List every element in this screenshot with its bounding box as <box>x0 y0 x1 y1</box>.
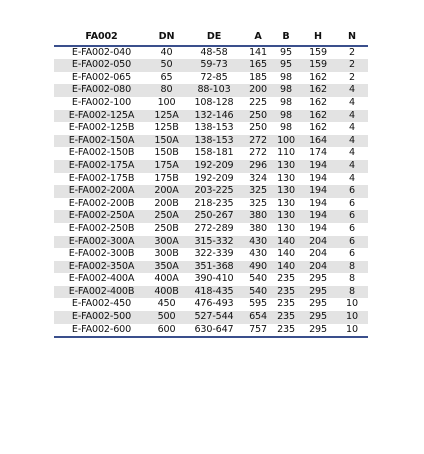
table-row <box>54 185 368 198</box>
cell-b: 98 <box>272 110 300 123</box>
cell-n: 4 <box>349 122 355 134</box>
cell-dn: 300B <box>154 248 179 260</box>
cell-h: 204 <box>300 261 336 274</box>
cell-h: 162 <box>300 84 336 97</box>
cell-a: 430 <box>249 248 267 260</box>
cell-model: E-FA002-400A <box>68 273 135 285</box>
table-row <box>54 198 368 211</box>
cell-de: 322-339 <box>194 248 234 260</box>
cell-model: E-FA002-150A <box>54 135 149 148</box>
table-row <box>54 135 368 148</box>
cell-model: E-FA002-300B <box>68 248 135 260</box>
cell-dn: 65 <box>160 71 173 83</box>
cell-n: 6 <box>336 185 368 198</box>
cell-b: 235 <box>277 298 295 310</box>
cell-de: 192-209 <box>184 160 244 173</box>
cell-dn: 125A <box>149 110 184 123</box>
cell-n: 8 <box>336 286 368 299</box>
cell-dn: 200B <box>154 197 179 209</box>
cell-n: 8 <box>336 261 368 274</box>
cell-b: 130 <box>272 210 300 223</box>
cell-b: 235 <box>277 323 295 335</box>
cell-n: 6 <box>349 222 355 234</box>
cell-b: 130 <box>277 197 295 209</box>
cell-model: E-FA002-050 <box>54 59 149 72</box>
cell-b: 130 <box>272 160 300 173</box>
cell-de: 108-128 <box>194 96 234 108</box>
cell-a: 380 <box>249 222 267 234</box>
cell-model: E-FA002-400B <box>54 286 149 299</box>
cell-dn: 300A <box>149 236 184 249</box>
cell-dn: 150B <box>154 147 179 159</box>
cell-de: 88-103 <box>184 84 244 97</box>
cell-de: 48-58 <box>200 46 228 58</box>
table-row <box>54 223 368 236</box>
cell-de: 351-368 <box>184 261 244 274</box>
cell-b: 140 <box>272 261 300 274</box>
cell-de: 132-146 <box>184 110 244 123</box>
table-row <box>54 261 368 274</box>
cell-h: 162 <box>309 71 327 83</box>
cell-a: 296 <box>244 160 272 173</box>
cell-a: 324 <box>249 172 267 184</box>
cell-h: 194 <box>309 197 327 209</box>
cell-de: 315-332 <box>184 236 244 249</box>
cell-dn: 175B <box>154 172 179 184</box>
cell-h: 194 <box>300 185 336 198</box>
cell-dn: 80 <box>149 84 184 97</box>
cell-a: 141 <box>249 46 267 58</box>
cell-a: 490 <box>244 261 272 274</box>
cell-model: E-FA002-080 <box>54 84 149 97</box>
cell-h: 204 <box>309 248 327 260</box>
cell-de: 158-181 <box>194 147 234 159</box>
table-row <box>54 298 368 311</box>
cell-n: 4 <box>336 135 368 148</box>
spec-table-container <box>54 31 368 338</box>
table-row <box>54 147 368 160</box>
cell-b: 98 <box>280 122 292 134</box>
cell-model: E-FA002-300A <box>54 236 149 249</box>
cell-de: 138-153 <box>194 122 234 134</box>
cell-a: 540 <box>244 286 272 299</box>
cell-a: 165 <box>244 59 272 72</box>
cell-a: 757 <box>249 323 267 335</box>
cell-h: 295 <box>300 286 336 299</box>
cell-de: 418-435 <box>184 286 244 299</box>
cell-b: 130 <box>277 172 295 184</box>
cell-b: 140 <box>272 236 300 249</box>
table-row <box>54 110 368 123</box>
cell-de: 630-647 <box>194 323 234 335</box>
table-row <box>54 46 368 60</box>
cell-model: E-FA002-100 <box>71 96 132 108</box>
cell-model: E-FA002-500 <box>54 311 149 324</box>
cell-model: E-FA002-175A <box>54 160 149 173</box>
cell-n: 4 <box>336 84 368 97</box>
table-row <box>54 173 368 186</box>
cell-de: 272-289 <box>194 222 234 234</box>
cell-de: 218-235 <box>194 197 234 209</box>
cell-h: 194 <box>300 160 336 173</box>
header-model: FA002 <box>85 31 118 42</box>
cell-h: 295 <box>309 273 327 285</box>
table-row <box>54 210 368 223</box>
cell-model: E-FA002-250B <box>68 222 135 234</box>
cell-h: 159 <box>300 59 336 72</box>
cell-n: 4 <box>349 147 355 159</box>
cell-model: E-FA002-450 <box>71 298 132 310</box>
cell-b: 98 <box>280 96 292 108</box>
cell-dn: 150A <box>149 135 184 148</box>
table-row <box>54 236 368 249</box>
cell-n: 6 <box>349 197 355 209</box>
table-row <box>54 72 368 85</box>
cell-de: 250-267 <box>184 210 244 223</box>
cell-a: 430 <box>244 236 272 249</box>
cell-a: 325 <box>244 185 272 198</box>
cell-n: 10 <box>346 298 358 310</box>
cell-b: 235 <box>272 311 300 324</box>
cell-n: 2 <box>349 71 355 83</box>
cell-b: 98 <box>272 84 300 97</box>
cell-model: E-FA002-175B <box>68 172 135 184</box>
header-a: A <box>254 31 262 42</box>
cell-de: 527-544 <box>184 311 244 324</box>
cell-de: 72-85 <box>200 71 228 83</box>
cell-a: 272 <box>249 147 267 159</box>
cell-dn: 125B <box>154 122 179 134</box>
cell-dn: 50 <box>149 59 184 72</box>
cell-dn: 100 <box>157 96 176 108</box>
cell-h: 295 <box>300 311 336 324</box>
table-row <box>54 59 368 72</box>
header-de: DE <box>206 31 222 42</box>
cell-de: 390-410 <box>194 273 234 285</box>
cell-h: 162 <box>309 122 327 134</box>
cell-model: E-FA002-125A <box>54 110 149 123</box>
cell-h: 162 <box>300 110 336 123</box>
table-row <box>54 273 368 286</box>
cell-dn: 500 <box>149 311 184 324</box>
cell-n: 4 <box>336 160 368 173</box>
cell-b: 100 <box>272 135 300 148</box>
cell-de: 138-153 <box>184 135 244 148</box>
cell-model: E-FA002-200B <box>68 197 135 209</box>
table-row <box>54 122 368 135</box>
cell-dn: 250A <box>149 210 184 223</box>
table-row <box>54 84 368 97</box>
cell-n: 6 <box>336 210 368 223</box>
cell-b: 95 <box>272 59 300 72</box>
header-dn: DN <box>158 31 175 42</box>
table-row <box>54 311 368 324</box>
cell-dn: 175A <box>149 160 184 173</box>
cell-h: 194 <box>300 210 336 223</box>
cell-a: 200 <box>244 84 272 97</box>
cell-dn: 250B <box>154 222 179 234</box>
cell-b: 130 <box>277 222 295 234</box>
table-row <box>54 286 368 299</box>
cell-dn: 350A <box>149 261 184 274</box>
cell-b: 98 <box>280 71 292 83</box>
cell-model: E-FA002-040 <box>71 46 132 58</box>
cell-n: 4 <box>336 110 368 123</box>
header-n: N <box>348 31 356 42</box>
table-row <box>54 160 368 173</box>
table-body <box>54 46 368 338</box>
cell-model: E-FA002-065 <box>71 71 132 83</box>
cell-dn: 600 <box>157 323 176 335</box>
cell-h: 164 <box>300 135 336 148</box>
cell-n: 4 <box>349 96 355 108</box>
cell-a: 272 <box>244 135 272 148</box>
cell-a: 540 <box>249 273 267 285</box>
cell-n: 10 <box>346 323 358 335</box>
cell-n: 2 <box>336 59 368 72</box>
cell-a: 185 <box>249 71 267 83</box>
header-h: H <box>314 31 322 42</box>
cell-n: 2 <box>349 46 355 58</box>
cell-b: 235 <box>277 273 295 285</box>
cell-b: 110 <box>277 147 295 159</box>
cell-n: 10 <box>336 311 368 324</box>
cell-model: E-FA002-150B <box>68 147 135 159</box>
table-row <box>54 248 368 261</box>
cell-h: 194 <box>309 172 327 184</box>
cell-a: 654 <box>244 311 272 324</box>
cell-dn: 400A <box>154 273 179 285</box>
cell-dn: 450 <box>157 298 176 310</box>
cell-b: 140 <box>277 248 295 260</box>
cell-de: 203-225 <box>184 185 244 198</box>
cell-a: 595 <box>249 298 267 310</box>
header-b: B <box>282 31 290 42</box>
cell-de: 476-493 <box>194 298 234 310</box>
cell-model: E-FA002-200A <box>54 185 149 198</box>
header-row <box>54 31 368 46</box>
cell-model: E-FA002-250A <box>54 210 149 223</box>
cell-a: 225 <box>249 96 267 108</box>
cell-n: 8 <box>349 273 355 285</box>
cell-h: 295 <box>309 298 327 310</box>
cell-h: 194 <box>309 222 327 234</box>
cell-dn: 400B <box>149 286 184 299</box>
cell-a: 250 <box>249 122 267 134</box>
cell-a: 250 <box>244 110 272 123</box>
table-row <box>54 324 368 338</box>
cell-n: 4 <box>349 172 355 184</box>
cell-a: 380 <box>244 210 272 223</box>
cell-de: 59-73 <box>184 59 244 72</box>
cell-dn: 40 <box>160 46 173 58</box>
cell-model: E-FA002-600 <box>71 323 132 335</box>
cell-b: 130 <box>272 185 300 198</box>
cell-h: 204 <box>300 236 336 249</box>
cell-n: 6 <box>349 248 355 260</box>
cell-b: 235 <box>272 286 300 299</box>
spec-table <box>54 31 368 338</box>
cell-h: 174 <box>309 147 327 159</box>
cell-a: 325 <box>249 197 267 209</box>
cell-dn: 200A <box>149 185 184 198</box>
cell-h: 295 <box>309 323 327 335</box>
table-row <box>54 97 368 110</box>
cell-b: 95 <box>280 46 292 58</box>
cell-h: 162 <box>309 96 327 108</box>
cell-model: E-FA002-350A <box>54 261 149 274</box>
cell-h: 159 <box>309 46 327 58</box>
cell-de: 192-209 <box>194 172 234 184</box>
cell-n: 6 <box>336 236 368 249</box>
cell-model: E-FA002-125B <box>68 122 135 134</box>
